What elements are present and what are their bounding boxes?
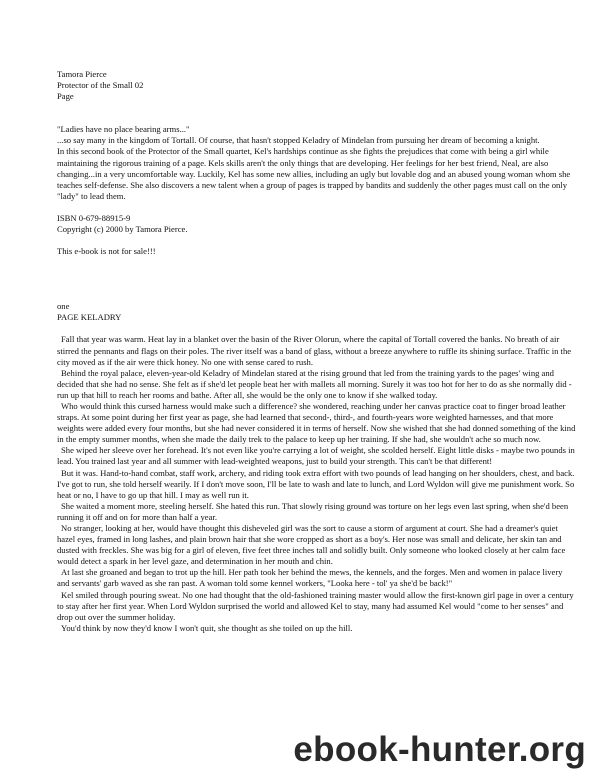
paragraph: She waited a moment more, steeling herself. She hated this run. That slowly rising ground was torture on her legs even last spring, when she'd been running it off and on for more than half a year.	[57, 500, 569, 522]
paragraph: Behind the royal palace, eleven-year-old Keladry of Mindelan stared at the rising ground that led from the training yards to the pages' wing and decided that she had no sense. She felt as if she'd let people beat her with mallets all morning. Surely it was too hot for her to do as she normally did - run up that hill to reach her rooms and bathe. After all, she would be the only one to know if she walked today.	[57, 367, 572, 400]
paragraph: She wiped her sleeve over her forehead. It's not even like you're carrying a lot of weight, she scolded herself. Eight little disks - maybe two pounds in lead. You trained last year and all summer with lead-weighted weapons, just to build your strength. This can't be that different!	[57, 445, 575, 467]
chapter-title: PAGE KELADRY	[57, 312, 122, 323]
chapter-number: one	[57, 301, 70, 312]
blurb-line-2: In this second book of the Protector of the Small quartet, Kel's hardships continue as she fights the prejudices that come with being a girl while maintaining the rigorous training of a page. Kels skills aren't the only things that are developing. Her feelings for her best friend, Neal, are also changing...in a very uncomfortable way. Luckily, Kel has some new allies, including an ugly but lovable dog and an abused young woman whom she teaches self-defense. She also discovers a new talent when a group of pages is trapped by bandits and suddenly the other pages must call on the only "lady" to lead them.	[57, 146, 571, 201]
copyright-notice: Copyright (c) 2000 by Tamora Pierce.	[57, 224, 188, 235]
chapter-heading	[57, 301, 577, 323]
blurb-block	[57, 124, 577, 202]
chapter-body	[57, 334, 577, 634]
blurb-line-1: ...so say many in the kingdom of Tortall. Of course, that hasn't stopped Keladry of Mindelan from pursuing her dream of becoming a knight.	[57, 135, 540, 146]
sale-notice: This e-book is not for sale!!!	[57, 246, 156, 257]
book-title: Protector of the Small 02	[57, 80, 144, 91]
paragraph: Fall that year was warm. Heat lay in a blanket over the basin of the River Olorun, where the capital of Tortall covered the banks. No breath of air stirred the pennants and flags on their poles. The river itself was a band of glass, without a breeze anywhere to ruffle its shining surface. Traffic in the city moved as if the air were thick honey. No one with sense cared to rush.	[57, 334, 572, 367]
page-label: Page	[57, 91, 74, 102]
header-block	[57, 69, 577, 102]
paragraph: No stranger, looking at her, would have thought this disheveled girl was the sort to cause a storm of argument at court. She had a dreamer's quiet hazel eyes, framed in long lashes, and plain brown hair that she wore cropped as short as a boy's. Her nose was small and delicate, her skin tan and dusted with freckles. She was big for a girl of eleven, five feet three inches tall and solidly built. Only someone who looked closely at her calm face would detect a spark in her level gaze, and determination in her mouth and chin.	[57, 523, 566, 567]
copyright-block	[57, 213, 577, 235]
author-name: Tamora Pierce	[57, 69, 107, 79]
sale-notice-block	[57, 246, 577, 257]
paragraph: Who would think this cursed harness would make such a difference? she wondered, reaching under her canvas practice coat to finger broad leather straps. At some point during her first year as page, she had learned that second-, third-, and fourth-years wore weighted harnesses, and that more weights were added every four months, but she had never considered it in terms of herself. Now she wished that she had donned something of the kind in the empty summer months, when she made the daily trek to the palace to keep up her training. If she had, she wouldn't ache so much now.	[57, 400, 576, 445]
paragraph: You'd think by now they'd know I won't quit, she thought as she toiled on up the hill.	[61, 622, 353, 633]
paragraph: At last she groaned and began to trot up the hill. Her path took her behind the mews, the kennels, and the forges. Men and women in palace livery and servants' garb waved as she ran past. A woman told some kennel workers, "Looka here - tol' ya she'd be back!"	[57, 567, 563, 589]
document-page	[57, 69, 577, 634]
blurb-quote: "Ladies have no place bearing arms..."	[57, 124, 190, 135]
isbn: ISBN 0-679-88915-9	[57, 212, 131, 223]
paragraph: But it was. Hand-to-hand combat, staff work, archery, and riding took extra effort with two pounds of lead hanging on her shoulders, chest, and back. I've got to run, she told herself wearily. If I don't move soon, I'll be late to wash and late to lunch, and Lord Wyldon will give me punishment work. So heat or no, I have to go up that hill. I may as well run it.	[57, 467, 575, 500]
paragraph: Kel smiled through pouring sweat. No one had thought that the old-fashioned training master would allow the first-known girl page in over a century to stay after her first year. When Lord Wyldon surprised the world and allowed Kel to stay, many had assumed Kel would "come to her senses" and drop out over the summer holiday.	[57, 589, 574, 622]
watermark-logo: ebook-hunter.org	[293, 730, 586, 769]
